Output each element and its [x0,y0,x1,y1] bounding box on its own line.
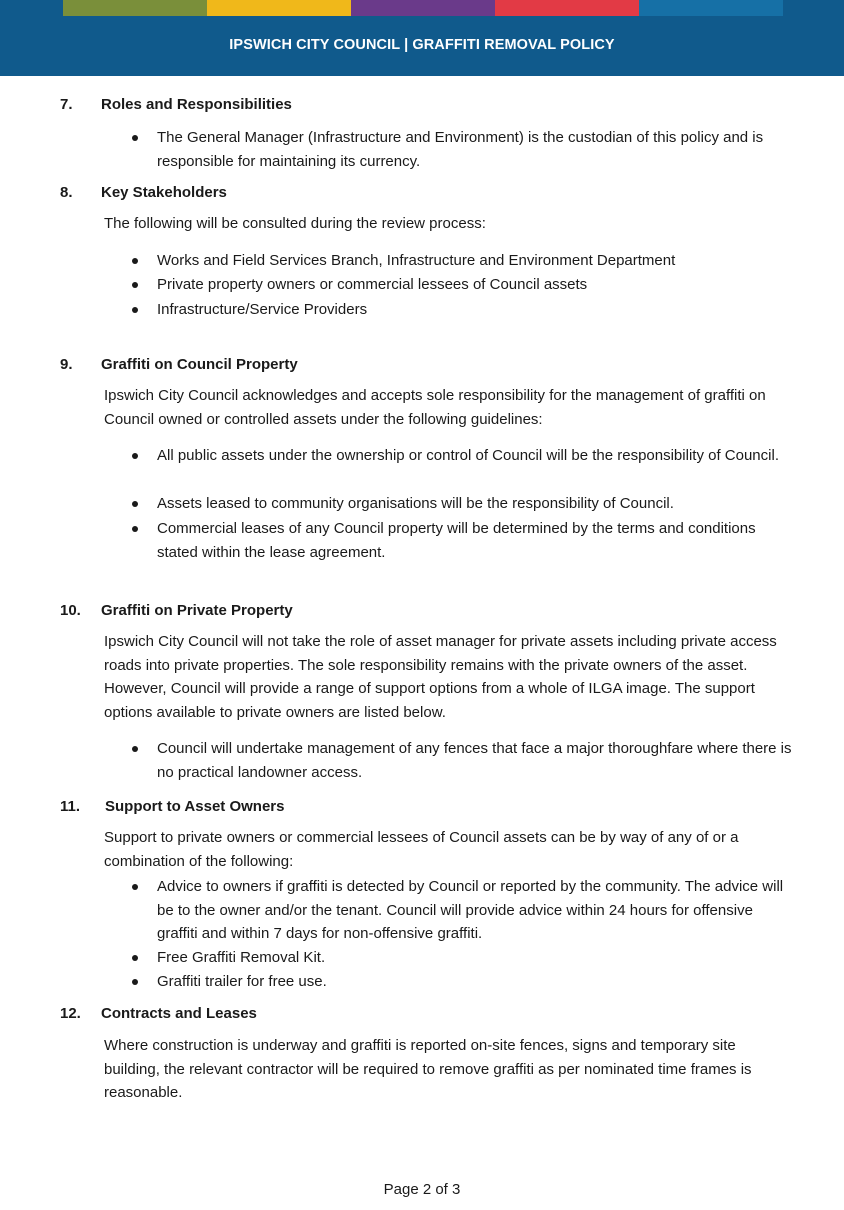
stripe-yellow [207,0,351,16]
list-item: Advice to owners if graffiti is detected by Council or reported by the community. The advice will be to the owner and/or the tenant. Council will provide advice within 24 hours for offensive graffiti and within 7 days for non-offensive graffiti. [157,875,797,946]
section-title: Roles and Responsibilities [101,96,292,113]
section-title: Contracts and Leases [101,1005,257,1022]
document-title: IPSWICH CITY COUNCIL | GRAFFITI REMOVAL POLICY [229,37,615,53]
color-stripes [63,0,783,16]
list-item: Graffiti trailer for free use. [157,970,797,994]
section-10-intro: Ipswich City Council will not take the role of asset manager for private assets including private access roads into private properties. The sole responsibility remains with the private owners of the asset. However, Council will provide a range of support options from a whole of ILGA image. The support options available to private owners are listed below. [104,633,777,721]
section-9-intro: Ipswich City Council acknowledges and accepts sole responsibility for the management of graffiti on Council owned or controlled assets under the following guidelines: [104,387,766,428]
section-title: Support to Asset Owners [105,798,285,815]
list-item: Commercial leases of any Council property will be determined by the terms and conditions stated within the lease agreement. [157,517,797,564]
section-number: 12. [60,1005,81,1022]
list-item: Private property owners or commercial lessees of Council assets [157,273,797,297]
stripe-purple [351,0,495,16]
section-number: 11. [60,798,81,815]
section-title: Graffiti on Council Property [101,356,298,373]
section-number: 10. [60,602,81,619]
list-item: Council will undertake management of any fences that face a major thoroughfare where there is no practical landowner access. [157,737,797,784]
list-item: Works and Field Services Branch, Infrastructure and Environment Department [157,249,797,273]
stripe-blue [639,0,783,16]
section-number: 8. [60,184,73,201]
section-8-intro: The following will be consulted during the review process: [104,215,486,232]
stripe-olive [63,0,207,16]
page-number: Page 2 of 3 [383,1181,461,1198]
list-item: Assets leased to community organisations will be the responsibility of Council. [157,492,797,516]
section-11-intro: Support to private owners or commercial lessees of Council assets can be by way of any of or a combination of the following: [104,829,739,870]
list-item: Free Graffiti Removal Kit. [157,946,797,970]
section-number: 7. [60,96,73,113]
list-item: All public assets under the ownership or control of Council will be the responsibility of Council. [157,444,797,468]
page-header [0,0,844,76]
list-item: Infrastructure/Service Providers [157,298,797,322]
stripe-red [495,0,639,16]
section-title: Key Stakeholders [101,184,227,201]
list-item: The General Manager (Infrastructure and Environment) is the custodian of this policy and is responsible for maintaining its currency. [157,126,797,173]
section-number: 9. [60,356,73,373]
section-12-intro: Where construction is underway and graffiti is reported on-site fences, signs and temporary site building, the relevant contractor will be required to remove graffiti as per nominated time frames is reasonable. [104,1037,752,1101]
section-title: Graffiti on Private Property [101,602,293,619]
